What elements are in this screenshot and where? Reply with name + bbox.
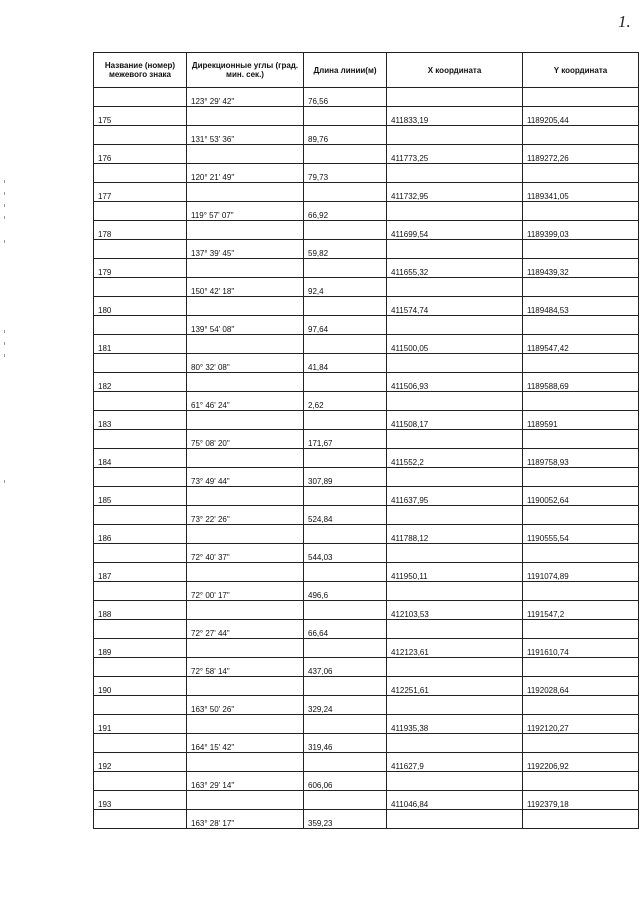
cell-y-coordinate: 1189758,93: [523, 449, 639, 468]
cell-line-length: 544,03: [304, 544, 387, 563]
cell-y-coordinate: [523, 354, 639, 373]
table-row: [94, 316, 639, 335]
cell-line-length: 66,64: [304, 620, 387, 639]
cell-line-length: [304, 487, 387, 506]
cell-landmark-name: [94, 658, 187, 677]
cell-bearing-angle: 72° 00' 17": [187, 582, 304, 601]
cell-bearing-angle: [187, 259, 304, 278]
cell-y-coordinate: [523, 164, 639, 183]
cell-line-length: [304, 791, 387, 810]
cell-line-length: 79,73: [304, 164, 387, 183]
cell-bearing-angle: [187, 791, 304, 810]
table-row: [94, 772, 639, 791]
cell-y-coordinate: 1189484,53: [523, 297, 639, 316]
cell-bearing-angle: [187, 563, 304, 582]
cell-x-coordinate: 411506,93: [387, 373, 523, 392]
cell-y-coordinate: 1191074,89: [523, 563, 639, 582]
cell-bearing-angle: 164° 15' 42": [187, 734, 304, 753]
cell-line-length: [304, 715, 387, 734]
cell-y-coordinate: [523, 392, 639, 411]
cell-x-coordinate: [387, 430, 523, 449]
cell-bearing-angle: 163° 29' 14": [187, 772, 304, 791]
cell-landmark-name: [94, 164, 187, 183]
cell-x-coordinate: 411935,38: [387, 715, 523, 734]
table-row: [94, 639, 639, 658]
cell-landmark-name: 191: [94, 715, 187, 734]
table-row: [94, 544, 639, 563]
cell-x-coordinate: [387, 696, 523, 715]
table-row: [94, 810, 639, 829]
cell-y-coordinate: 1189591: [523, 411, 639, 430]
cell-landmark-name: 182: [94, 373, 187, 392]
cell-bearing-angle: 131° 53' 36": [187, 126, 304, 145]
table-body: [94, 88, 639, 829]
header-x-coordinate: X координата: [387, 53, 523, 88]
cell-x-coordinate: 411699,54: [387, 221, 523, 240]
table-row: [94, 791, 639, 810]
cell-x-coordinate: 411500,05: [387, 335, 523, 354]
cell-landmark-name: [94, 278, 187, 297]
cell-landmark-name: [94, 582, 187, 601]
cell-line-length: [304, 563, 387, 582]
cell-y-coordinate: 1192379,18: [523, 791, 639, 810]
cell-y-coordinate: [523, 582, 639, 601]
cell-x-coordinate: [387, 772, 523, 791]
cell-landmark-name: [94, 88, 187, 107]
cell-y-coordinate: [523, 810, 639, 829]
cell-line-length: 66,92: [304, 202, 387, 221]
cell-line-length: [304, 107, 387, 126]
cell-y-coordinate: 1189588,69: [523, 373, 639, 392]
table-row: [94, 354, 639, 373]
cell-x-coordinate: [387, 278, 523, 297]
cell-bearing-angle: [187, 715, 304, 734]
cell-line-length: [304, 525, 387, 544]
cell-y-coordinate: [523, 772, 639, 791]
table-row: [94, 373, 639, 392]
cell-bearing-angle: 139° 54' 08": [187, 316, 304, 335]
cell-landmark-name: 186: [94, 525, 187, 544]
table-row: [94, 107, 639, 126]
cell-bearing-angle: [187, 601, 304, 620]
cell-y-coordinate: 1192120,27: [523, 715, 639, 734]
cell-line-length: [304, 259, 387, 278]
cell-landmark-name: [94, 316, 187, 335]
header-line-length: Длина линии(м): [304, 53, 387, 88]
cell-y-coordinate: 1190555,54: [523, 525, 639, 544]
cell-bearing-angle: 120° 21' 49": [187, 164, 304, 183]
cell-line-length: 524,84: [304, 506, 387, 525]
cell-line-length: 437,06: [304, 658, 387, 677]
cell-bearing-angle: [187, 639, 304, 658]
cell-y-coordinate: [523, 126, 639, 145]
cell-y-coordinate: [523, 468, 639, 487]
cell-y-coordinate: 1189439,32: [523, 259, 639, 278]
cell-x-coordinate: [387, 582, 523, 601]
cell-y-coordinate: 1191610,74: [523, 639, 639, 658]
table-row: [94, 506, 639, 525]
cell-y-coordinate: 1191547,2: [523, 601, 639, 620]
table-row: [94, 297, 639, 316]
cell-x-coordinate: 411627,9: [387, 753, 523, 772]
cell-bearing-angle: [187, 335, 304, 354]
cell-line-length: [304, 601, 387, 620]
cell-line-length: 41,84: [304, 354, 387, 373]
table-row: [94, 335, 639, 354]
cell-landmark-name: 177: [94, 183, 187, 202]
cell-y-coordinate: [523, 658, 639, 677]
cell-landmark-name: [94, 126, 187, 145]
cell-line-length: 92,4: [304, 278, 387, 297]
table-row: [94, 449, 639, 468]
table-row: [94, 487, 639, 506]
cell-bearing-angle: 80° 32' 08": [187, 354, 304, 373]
cell-landmark-name: [94, 544, 187, 563]
cell-bearing-angle: [187, 449, 304, 468]
cell-line-length: 76,56: [304, 88, 387, 107]
cell-y-coordinate: [523, 88, 639, 107]
table-row: [94, 88, 639, 107]
cell-landmark-name: 189: [94, 639, 187, 658]
cell-x-coordinate: [387, 354, 523, 373]
cell-bearing-angle: 72° 58' 14": [187, 658, 304, 677]
cell-x-coordinate: [387, 240, 523, 259]
cell-x-coordinate: [387, 544, 523, 563]
cell-bearing-angle: 72° 27' 44": [187, 620, 304, 639]
table-row: [94, 734, 639, 753]
cell-x-coordinate: 411833,19: [387, 107, 523, 126]
cell-x-coordinate: 411788,12: [387, 525, 523, 544]
table-row: [94, 620, 639, 639]
cell-line-length: [304, 677, 387, 696]
cell-bearing-angle: 61° 46' 24": [187, 392, 304, 411]
cell-y-coordinate: [523, 278, 639, 297]
cell-landmark-name: [94, 734, 187, 753]
cell-line-length: [304, 449, 387, 468]
table-row: [94, 582, 639, 601]
cell-landmark-name: [94, 392, 187, 411]
table-row: [94, 563, 639, 582]
cell-y-coordinate: [523, 240, 639, 259]
cell-landmark-name: 176: [94, 145, 187, 164]
cell-x-coordinate: [387, 620, 523, 639]
cell-y-coordinate: [523, 430, 639, 449]
cell-line-length: 359,23: [304, 810, 387, 829]
cell-bearing-angle: [187, 221, 304, 240]
cell-x-coordinate: 411773,25: [387, 145, 523, 164]
cell-x-coordinate: [387, 468, 523, 487]
cell-bearing-angle: [187, 411, 304, 430]
cell-bearing-angle: [187, 487, 304, 506]
cell-bearing-angle: 73° 22' 26": [187, 506, 304, 525]
cell-line-length: [304, 145, 387, 164]
cell-landmark-name: [94, 506, 187, 525]
table-row: [94, 411, 639, 430]
cell-x-coordinate: [387, 164, 523, 183]
cell-bearing-angle: 163° 28' 17": [187, 810, 304, 829]
cell-line-length: [304, 335, 387, 354]
cell-line-length: 59,82: [304, 240, 387, 259]
cell-x-coordinate: [387, 316, 523, 335]
cell-landmark-name: 192: [94, 753, 187, 772]
cell-line-length: 97,64: [304, 316, 387, 335]
table-row: [94, 677, 639, 696]
cell-y-coordinate: 1189399,03: [523, 221, 639, 240]
cell-landmark-name: [94, 468, 187, 487]
table-row: [94, 601, 639, 620]
cell-bearing-angle: [187, 297, 304, 316]
cell-x-coordinate: [387, 202, 523, 221]
table-row: [94, 259, 639, 278]
cell-x-coordinate: 411732,95: [387, 183, 523, 202]
table-row: [94, 715, 639, 734]
cell-landmark-name: 193: [94, 791, 187, 810]
cell-x-coordinate: 411637,95: [387, 487, 523, 506]
cell-bearing-angle: [187, 107, 304, 126]
cell-x-coordinate: 412103,53: [387, 601, 523, 620]
cell-landmark-name: 178: [94, 221, 187, 240]
cell-y-coordinate: 1189205,44: [523, 107, 639, 126]
cell-landmark-name: [94, 620, 187, 639]
cell-landmark-name: [94, 772, 187, 791]
cell-line-length: [304, 373, 387, 392]
cell-x-coordinate: [387, 88, 523, 107]
cell-x-coordinate: 411950,11: [387, 563, 523, 582]
cell-line-length: 496,6: [304, 582, 387, 601]
cell-y-coordinate: [523, 316, 639, 335]
table-row: [94, 392, 639, 411]
cell-landmark-name: [94, 202, 187, 221]
cell-line-length: [304, 753, 387, 772]
table-row: [94, 240, 639, 259]
cell-x-coordinate: [387, 734, 523, 753]
coordinates-table: [93, 52, 639, 829]
cell-bearing-angle: 163° 50' 26": [187, 696, 304, 715]
cell-landmark-name: 184: [94, 449, 187, 468]
cell-line-length: [304, 221, 387, 240]
table-header-row: [94, 53, 639, 88]
table-row: [94, 221, 639, 240]
cell-landmark-name: 190: [94, 677, 187, 696]
cell-line-length: [304, 297, 387, 316]
cell-line-length: 329,24: [304, 696, 387, 715]
cell-landmark-name: 181: [94, 335, 187, 354]
cell-bearing-angle: 75° 08' 20": [187, 430, 304, 449]
table-row: [94, 145, 639, 164]
cell-line-length: 319,46: [304, 734, 387, 753]
cell-landmark-name: 175: [94, 107, 187, 126]
cell-y-coordinate: 1189547,42: [523, 335, 639, 354]
cell-line-length: [304, 411, 387, 430]
cell-x-coordinate: 411508,17: [387, 411, 523, 430]
cell-y-coordinate: 1190052,64: [523, 487, 639, 506]
cell-y-coordinate: [523, 506, 639, 525]
header-bearing-angle: Дирекционные углы (град. мин. сек.): [187, 53, 304, 88]
cell-x-coordinate: 411046,84: [387, 791, 523, 810]
table-row: [94, 202, 639, 221]
cell-x-coordinate: [387, 126, 523, 145]
cell-line-length: 2,62: [304, 392, 387, 411]
cell-y-coordinate: [523, 696, 639, 715]
cell-bearing-angle: [187, 753, 304, 772]
cell-y-coordinate: [523, 202, 639, 221]
margin-scan-marks: [0, 180, 14, 500]
cell-bearing-angle: [187, 525, 304, 544]
table-row: [94, 753, 639, 772]
cell-bearing-angle: 150° 42' 18": [187, 278, 304, 297]
cell-y-coordinate: 1192028,64: [523, 677, 639, 696]
cell-line-length: 307,89: [304, 468, 387, 487]
cell-landmark-name: 183: [94, 411, 187, 430]
cell-y-coordinate: [523, 544, 639, 563]
cell-y-coordinate: [523, 620, 639, 639]
cell-landmark-name: [94, 430, 187, 449]
table-row: [94, 468, 639, 487]
table-row: [94, 164, 639, 183]
cell-landmark-name: 180: [94, 297, 187, 316]
table-row: [94, 126, 639, 145]
cell-bearing-angle: 72° 40' 37": [187, 544, 304, 563]
cell-landmark-name: [94, 696, 187, 715]
cell-landmark-name: 179: [94, 259, 187, 278]
cell-x-coordinate: 412251,61: [387, 677, 523, 696]
cell-x-coordinate: [387, 810, 523, 829]
cell-line-length: [304, 639, 387, 658]
cell-line-length: [304, 183, 387, 202]
cell-x-coordinate: [387, 392, 523, 411]
header-y-coordinate: Y координата: [523, 53, 639, 88]
cell-bearing-angle: [187, 677, 304, 696]
table-row: [94, 430, 639, 449]
header-landmark-name: Название (номер) межевого знака: [94, 53, 187, 88]
table-row: [94, 658, 639, 677]
cell-line-length: 606,06: [304, 772, 387, 791]
table-row: [94, 525, 639, 544]
cell-landmark-name: 187: [94, 563, 187, 582]
cell-landmark-name: 188: [94, 601, 187, 620]
cell-x-coordinate: [387, 658, 523, 677]
table-row: [94, 183, 639, 202]
cell-y-coordinate: 1189341,05: [523, 183, 639, 202]
table-row: [94, 696, 639, 715]
cell-bearing-angle: 73° 49' 44": [187, 468, 304, 487]
cell-x-coordinate: 411655,32: [387, 259, 523, 278]
cell-y-coordinate: 1192206,92: [523, 753, 639, 772]
cell-landmark-name: [94, 810, 187, 829]
cell-landmark-name: [94, 240, 187, 259]
cell-x-coordinate: 411574,74: [387, 297, 523, 316]
cell-line-length: 89,76: [304, 126, 387, 145]
table-row: [94, 278, 639, 297]
cell-x-coordinate: 412123,61: [387, 639, 523, 658]
cell-y-coordinate: [523, 734, 639, 753]
cell-bearing-angle: [187, 373, 304, 392]
cell-landmark-name: [94, 354, 187, 373]
cell-bearing-angle: [187, 145, 304, 164]
cell-y-coordinate: 1189272,26: [523, 145, 639, 164]
cell-landmark-name: 185: [94, 487, 187, 506]
cell-x-coordinate: [387, 506, 523, 525]
page-number: 1.: [618, 12, 631, 31]
cell-bearing-angle: 119° 57' 07": [187, 202, 304, 221]
cell-bearing-angle: [187, 183, 304, 202]
cell-bearing-angle: 123° 29' 42": [187, 88, 304, 107]
cell-x-coordinate: 411552,2: [387, 449, 523, 468]
cell-bearing-angle: 137° 39' 45": [187, 240, 304, 259]
cell-line-length: 171,67: [304, 430, 387, 449]
